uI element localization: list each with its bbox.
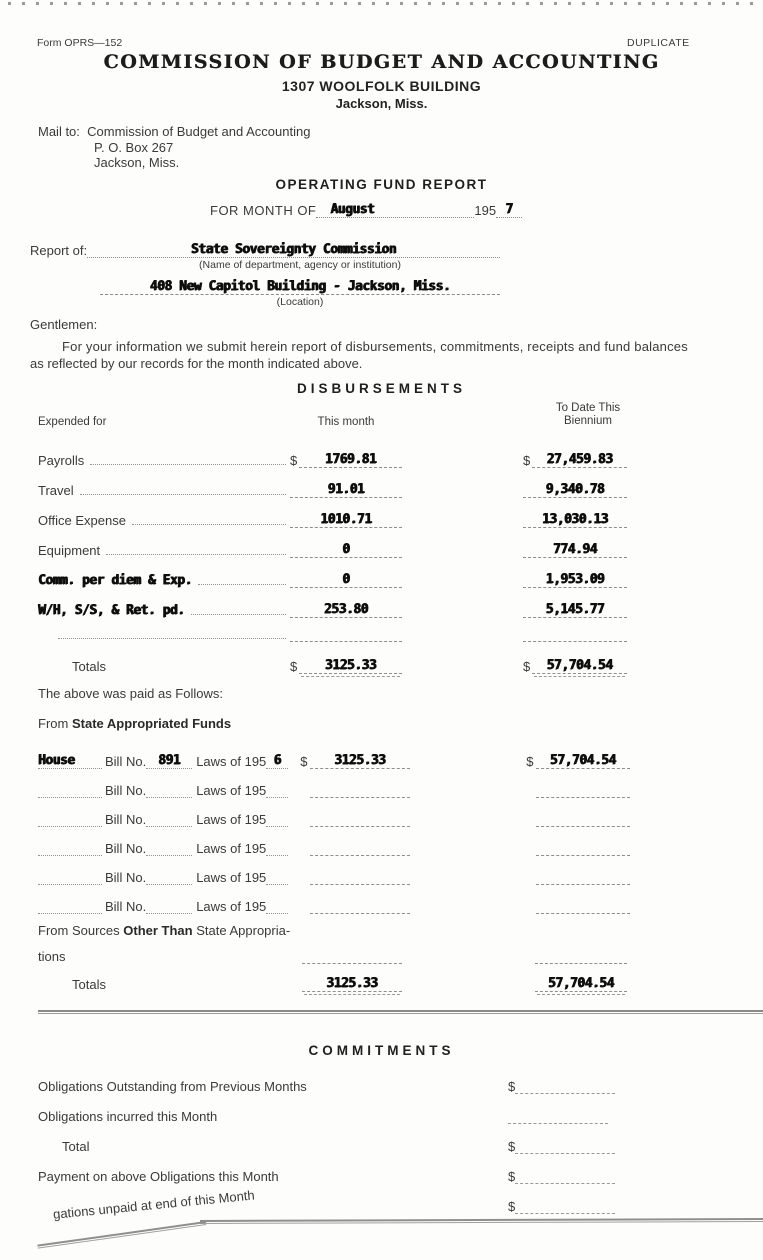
row-label: Equipment [38,543,101,558]
form-number: Form OPRS—152 [37,37,123,49]
dollar-sign: $ [290,659,298,674]
dollar-sign: $ [508,1199,516,1214]
dollar-sign: $ [523,453,531,468]
table-row: Office Expense 1010.71 13,030.13 [0,498,763,528]
dollar-sign: $ [508,1169,516,1184]
location-field [100,278,500,295]
bill-row: Bill No. Laws of 195 [0,798,763,827]
paid-as-follows-intro: The above was paid as Follows: [38,686,223,701]
table-row: Equipment 0 774.94 [0,528,763,558]
commitment-row: Obligations Outstanding from Previous Months $ [0,1064,763,1094]
mail-to-label: Mail to: [38,124,80,139]
table-row: Comm. per diem & Exp. 0 1,953.09 [0,558,763,588]
for-month-row [210,201,550,218]
from-other-line: From Sources Other Than State Appropria- [38,923,291,938]
mail-to-line1: Commission of Budget and Accounting [87,124,311,139]
disbursements-table [0,438,763,674]
table-row: Travel 91.01 9,340.78 [0,468,763,498]
disbursements-header-row [0,402,763,428]
mail-to-line2: P. O. Box 267 [94,139,174,155]
bill-row: House Bill No. 891 Laws of 195 6 $ 3125.33 $ 57,704.54 [0,740,763,769]
commitment-row: Obligations incurred this Month [0,1094,763,1124]
dollar-sign: $ [508,1079,516,1094]
bottom-rule-right [200,1218,763,1224]
department-field [87,241,500,258]
row-label: Travel [38,483,74,498]
duplicate-stamp: DUPLICATE [627,37,690,49]
month-field [316,201,474,218]
unpaid-obligations-label: gations unpaid at end of this Month [52,1187,256,1222]
org-name: COMMISSION OF BUDGET AND ACCOUNTING [103,51,660,73]
bill-rows [0,740,763,914]
location-caption: (Location) [276,296,324,308]
row-label: Payrolls [38,453,85,468]
for-month-label: FOR MONTH OF [210,203,317,218]
commitment-row: Payment on above Obligations this Month $ [0,1154,763,1184]
blank-row [0,618,763,642]
report-of-label: Report of: [30,243,88,258]
from-other-cont-row: tions Totals 3125.33 57,704.54 [0,946,763,992]
month-value: August [330,202,375,217]
letterhead [0,51,763,111]
bill-row: Bill No. Laws of 195 [0,856,763,885]
location-value: 408 New Capitol Building - Jackson, Miss. [149,279,451,294]
commitments-title: COMMITMENTS [308,1043,455,1058]
dollar-sign: $ [508,1139,516,1154]
perforation-marks [8,2,763,5]
paid-totals-row: Totals 3125.33 57,704.54 [0,964,763,992]
intro-line2: as reflected by our records for the month indicated above. [30,356,363,371]
org-address-line2: Jackson, Miss. [335,96,428,111]
mail-to-line3: Jackson, Miss. [94,155,180,170]
bill-row: Bill No. Laws of 195 [0,885,763,914]
col-biennium: To Date This Biennium [555,402,621,427]
row-label: Office Expense [38,513,126,528]
department-caption: (Name of department, agency or institution) [199,259,401,271]
totals-label: Totals [72,977,106,992]
report-of-block [30,241,500,308]
intro-paragraph [30,338,742,372]
row-label-typed: Comm. per diem & Exp. [38,573,192,588]
mail-to-block [38,124,310,171]
totals-row: Totals $ 3125.33 $ 57,704.54 [0,642,763,674]
bill-row: Bill No. Laws of 195 [0,827,763,856]
row-label-typed: W/H, S/S, & Ret. pd. [38,603,185,618]
org-address-line1: 1307 WOOLFOLK BUILDING [281,78,482,94]
totals-label: Totals [72,659,106,674]
table-row: W/H, S/S, & Ret. pd. 253.80 5,145.77 [0,588,763,618]
table-row: Payrolls $ 1769.81 $ 27,459.83 [0,438,763,468]
intro-line1: For your information we submit herein report of disbursements, commitments, receipts and fund balances [62,339,688,354]
year-field [496,201,522,218]
bill-row: Bill No. Laws of 195 [0,769,763,798]
from-state-line: From State Appropriated Funds [38,716,232,731]
department-value: State Sovereignty Commission [190,242,397,257]
col-this-month: This month [317,416,375,428]
salutation: Gentlemen: [30,317,98,332]
dollar-sign: $ [526,754,534,769]
bottom-rule-left-fold [37,1221,206,1249]
year-value: 7 [505,202,513,217]
year-prefix: 195 [474,203,497,218]
section-divider-rule [38,1010,763,1014]
commitments-table [0,1064,763,1214]
dollar-sign: $ [523,659,531,674]
col-expended-for: Expended for [38,416,107,428]
dollar-sign: $ [290,453,298,468]
disbursements-title: DISBURSEMENTS [296,381,466,396]
report-title: OPERATING FUND REPORT [275,177,488,192]
commitment-row: Total $ [0,1124,763,1154]
dollar-sign: $ [300,754,308,769]
